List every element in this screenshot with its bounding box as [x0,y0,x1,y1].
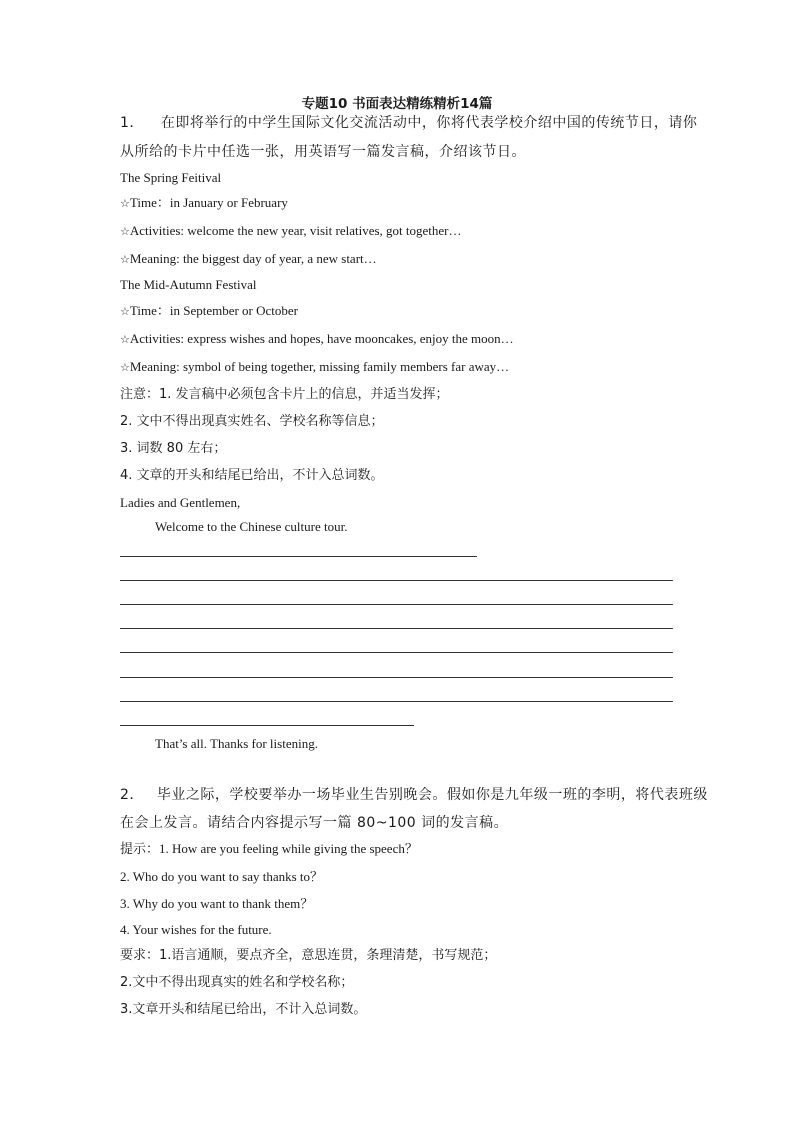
q2-hint-1: 提示：1. How are you feeling while giving the speech？ [120,841,418,856]
q1-opening: Welcome to the Chinese culture tour. [155,519,348,534]
q2-prompt-line2: 在会上发言。请结合内容提示写一篇 80~100 词的发言稿。 [120,815,509,831]
answer-line [120,652,673,653]
star-icon: ☆ [120,361,130,374]
q2-requirement-2: 2.文中不得出现真实的姓名和学校名称； [120,975,354,990]
star-icon: ☆ [120,253,130,266]
q1-closing: That’s all. Thanks for listening. [155,736,318,751]
card2-name: The Mid-Autumn Festival [120,277,257,292]
card2-meaning: ☆Meaning: symbol of being together, missing family members far away… [120,359,510,374]
answer-line [120,556,477,557]
q2-prompt-line1 [120,787,708,803]
answer-line [120,580,673,581]
q2-hint-3: 3. Why do you want to thank them？ [120,896,314,911]
q1-note-2: 2. 文中不得出现真实姓名、学校名称等信息； [120,414,384,429]
answer-line [120,677,673,678]
page-title: 专题10 书面表达精练精析14篇 [301,96,493,112]
card2-activities: ☆Activities: express wishes and hopes, have mooncakes, enjoy the moon… [120,331,514,346]
q1-note-1: 注意：1. 发言稿中必须包含卡片上的信息，并适当发挥； [120,387,449,402]
q2-number: 2． [120,787,144,803]
answer-line [120,701,673,702]
card1-time: ☆Time：in January or February [120,195,288,210]
q2-hint-2: 2. Who do you want to say thanks to？ [120,869,324,884]
q2-prompt-text: 毕业之际，学校要举办一场毕业生告别晚会。假如你是九年级一班的李明，将代表班级 [156,787,708,803]
star-icon: ☆ [120,305,130,318]
q2-hint-4: 4. Your wishes for the future. [120,922,272,937]
q1-prompt-line2: 从所给的卡片中任选一张，用英语写一篇发言稿，介绍该节日。 [120,144,526,160]
star-icon: ☆ [120,333,130,346]
star-icon: ☆ [120,197,130,210]
answer-line [120,725,414,726]
q1-note-4: 4. 文章的开头和结尾已给出，不计入总词数。 [120,468,384,483]
star-icon: ☆ [120,225,130,238]
card2-time: ☆Time：in September or October [120,303,299,318]
q2-requirement-1: 要求：1.语言通顺，要点齐全，意思连贯，条理清楚，书写规范； [120,948,497,963]
q1-greeting: Ladies and Gentlemen, [120,495,241,510]
q1-prompt-text: 在即将举行的中学生国际文化交流活动中，你将代表学校介绍中国的传统节日，请你 [160,115,698,131]
q1-number: 1． [120,115,144,131]
q1-prompt-line1 [120,115,697,131]
q1-note-3: 3. 词数 80 左右； [120,441,227,456]
answer-line [120,628,673,629]
card1-name: The Spring Feitival [120,170,222,185]
card1-meaning: ☆Meaning: the biggest day of year, a new start… [120,251,377,266]
answer-line [120,604,673,605]
q2-requirement-3: 3.文章开头和结尾已给出，不计入总词数。 [120,1002,367,1017]
card1-activities: ☆Activities: welcome the new year, visit relatives, got together… [120,223,462,238]
